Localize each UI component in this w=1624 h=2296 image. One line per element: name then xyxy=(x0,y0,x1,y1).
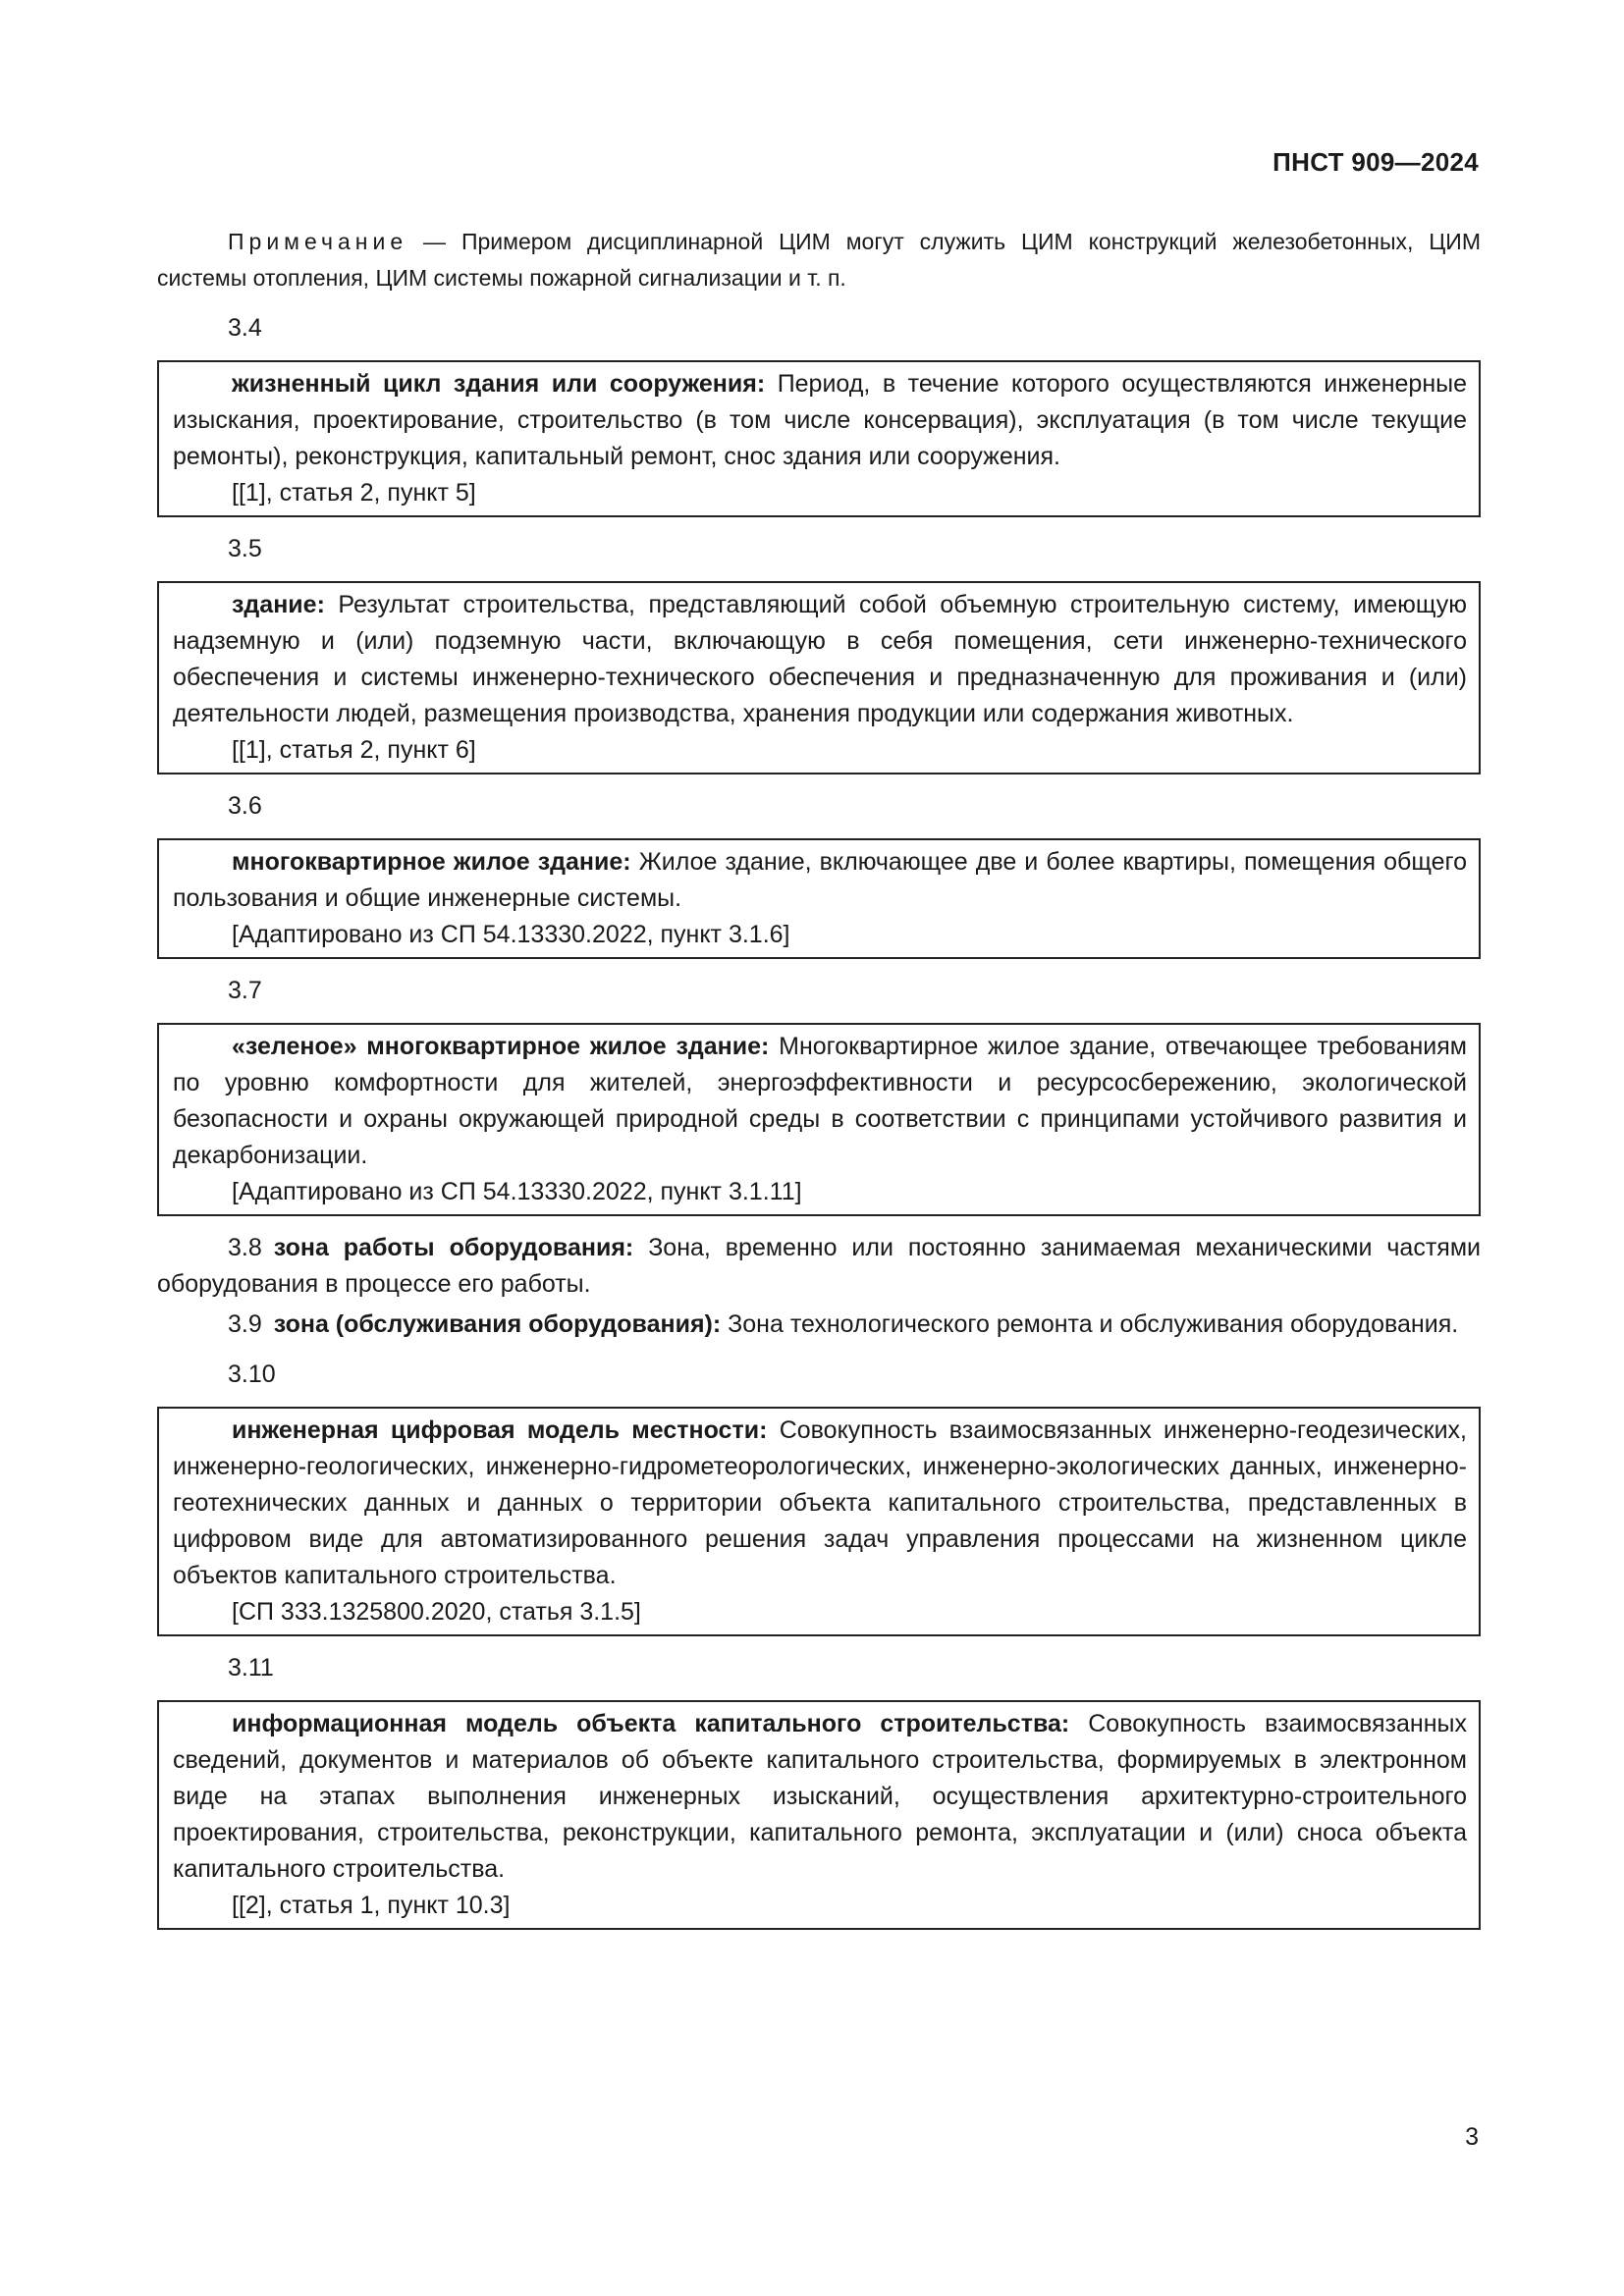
term-definition-box xyxy=(157,1700,1481,1930)
definition-paragraph xyxy=(173,1029,1467,1174)
definition-paragraph xyxy=(173,587,1467,732)
entry-number: 3.7 xyxy=(228,977,262,1004)
term: инженерная цифровая модель местности: xyxy=(232,1416,768,1444)
document-code: ПНСТ 909—2024 xyxy=(1272,147,1479,177)
note-label: Примечание xyxy=(228,229,408,254)
definition-paragraph xyxy=(173,1706,1467,1888)
page-content xyxy=(157,224,1481,1944)
term: информационная модель объекта капитального строительства: xyxy=(232,1710,1070,1737)
definition-text: Совокупность взаимосвязанных сведений, документов и материалов об объекте капитального строительства, формируемых в электронном виде на этапах выполнения инженерных изысканий, осуществления архитектурно-строительного проектирования, строительства, реконструкции, капитального ремонта, эксплуатации и (или) сноса объекта капитального строительства. xyxy=(173,1710,1467,1883)
definition-text: Многоквартирное жилое здание, отвечающее требованиям по уровню комфортности для жителей, энергоэффективности и ресурсосбережению, экологической безопасности и охраны окружающей природной среды в соответствии с принципами устойчивого развития и декарбонизации. xyxy=(173,1033,1467,1169)
term: жизненный цикл здания или сооружения: xyxy=(232,370,766,398)
definition-source: [[1], статья 2, пункт 5] xyxy=(232,479,476,507)
entry-number: 3.10 xyxy=(228,1361,276,1388)
definition-text: Зона технологического ремонта и обслуживания оборудования. xyxy=(728,1310,1459,1338)
term: «зеленое» многоквартирное жилое здание: xyxy=(232,1033,770,1060)
definition-paragraph xyxy=(173,366,1467,475)
definition-paragraph xyxy=(173,844,1467,917)
term-definition-box xyxy=(157,581,1481,774)
term-definition-box xyxy=(157,1023,1481,1216)
definition-source: [Адаптировано из СП 54.13330.2022, пункт 3.1.11] xyxy=(232,1178,802,1205)
definition-text: Совокупность взаимосвязанных инженерно-геодезических, инженерно-геологических, инженерно-гидрометеорологических, инженерно-экологических данных, инженерно-геотехнических данных и данных о территории объекта капитального строительства, представленных в цифровом виде для автоматизированного решения задач управления процессами на жизненном цикле объектов капитального строительства. xyxy=(173,1416,1468,1589)
definition-source: [Адаптировано из СП 54.13330.2022, пункт 3.1.6] xyxy=(232,921,790,948)
entry-number: 3.8 xyxy=(228,1234,262,1261)
entry-number: 3.5 xyxy=(228,535,262,562)
definition-source: [[1], статья 2, пункт 6] xyxy=(232,736,476,764)
note-paragraph: Примечание — Примером дисциплинарной ЦИМ могут служить ЦИМ конструкций железобетонных, ЦИМ системы отопления, ЦИМ системы пожарной сигнализации и т. п. xyxy=(157,229,1481,291)
definition-text: Период, в течение которого осуществляются инженерные изыскания, проектирование, строительство (в том числе консервация), эксплуатация (в том числе текущие ремонты), реконструкция, капитальный ремонт, снос здания или сооружения. xyxy=(173,370,1467,470)
definition-source: [[2], статья 1, пункт 10.3] xyxy=(232,1892,511,1919)
term: зона (обслуживания оборудования): xyxy=(273,1310,722,1338)
term-item xyxy=(157,1230,1481,1303)
definition-text: Зона, временно или постоянно занимаемая механическими частями оборудования в процессе его работы. xyxy=(157,1234,1481,1298)
term: здание: xyxy=(232,591,325,618)
definition-paragraph xyxy=(173,1413,1467,1594)
term-definition-box xyxy=(157,838,1481,959)
entry-number: 3.11 xyxy=(228,1654,274,1682)
term: многоквартирное жилое здание: xyxy=(232,848,631,876)
definition-text: Результат строительства, представляющий собой объемную строительную систему, имеющую надземную и (или) подземную части, включающую в себя помещения, сети инженерно-технического обеспечения и системы инженерно-технического обеспечения и предназначенную для проживания и (или) деятельности людей, размещения производства, хранения продукции или содержания животных. xyxy=(173,591,1467,727)
definition-source: [СП 333.1325800.2020, статья 3.1.5] xyxy=(232,1598,641,1626)
term: зона работы оборудования: xyxy=(273,1234,634,1261)
entry-number: 3.9 xyxy=(228,1310,262,1338)
entry-number: 3.6 xyxy=(228,792,262,820)
note-text: Примером дисциплинарной ЦИМ могут служить ЦИМ конструкций железобетонных, ЦИМ системы отопления, ЦИМ системы пожарной сигнализации и т. п. xyxy=(157,229,1481,291)
term-item xyxy=(157,1307,1481,1343)
term-definition-box xyxy=(157,1407,1481,1636)
entry-number: 3.4 xyxy=(228,314,262,342)
definition-text: Жилое здание, включающее две и более квартиры, помещения общего пользования и общие инженерные системы. xyxy=(173,848,1467,912)
term-definition-box xyxy=(157,360,1481,517)
page-number: 3 xyxy=(1465,2123,1479,2151)
